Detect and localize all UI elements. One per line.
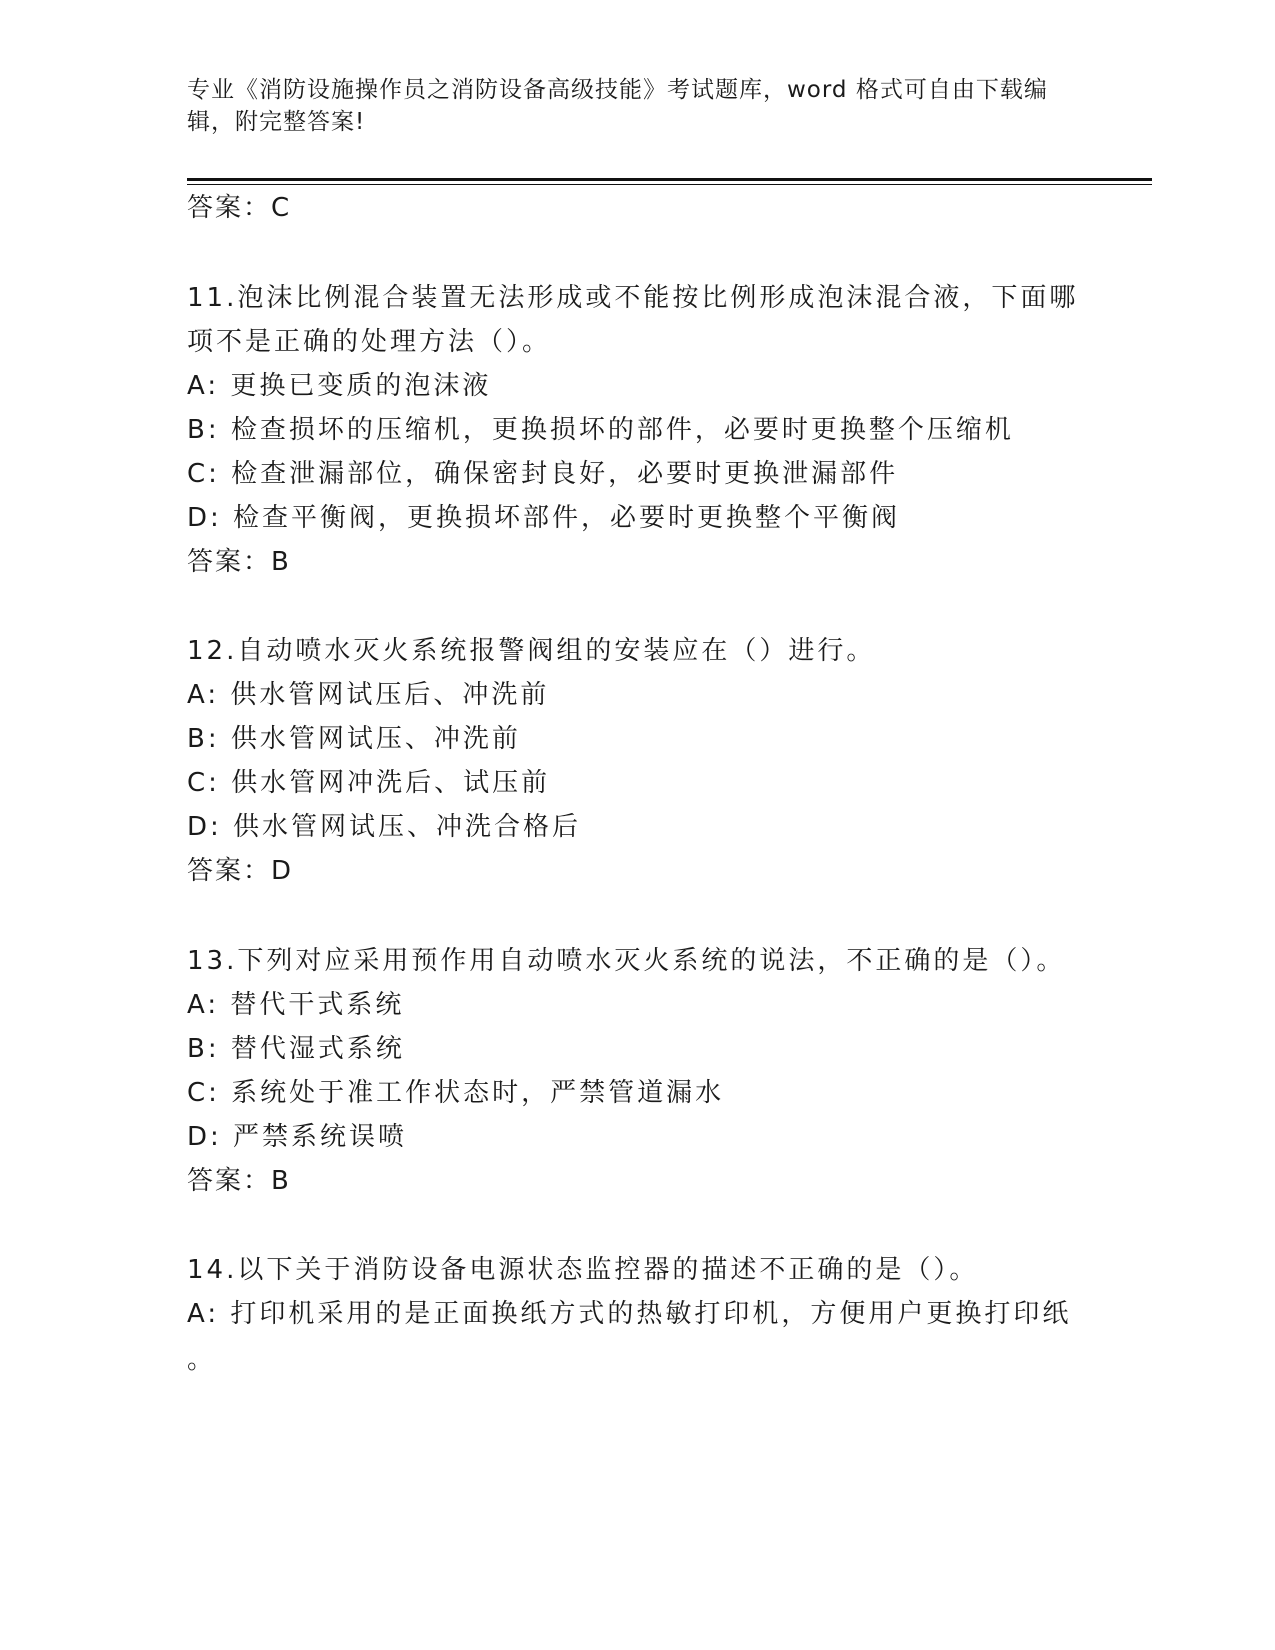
answer-label: 答案： [187,856,272,886]
question-option: D: 严禁系统误喷 [187,1122,408,1152]
question-option: D: 供水管网试压、冲洗合格后 [187,812,582,842]
question-option: C: 检查泄漏部位，确保密封良好，必要时更换泄漏部件 [187,459,899,489]
answer-label: 答案： [187,547,272,577]
question-stem: 14.以下关于消防设备电源状态监控器的描述不正确的是（）。 [187,1255,979,1285]
question-option: D: 检查平衡阀，更换损坏部件，必要时更换整个平衡阀 [187,503,901,533]
header-line-2: 辑，附完整答案! [187,109,366,135]
answer-label: 答案： [187,193,272,223]
answer-value: D [271,856,293,886]
answer-value: B [271,547,290,577]
answer-value: C [271,193,291,223]
question-option: B: 检查损坏的压缩机，更换损坏的部件，必要时更换整个压缩机 [187,415,1014,445]
question-option: B: 替代湿式系统 [187,1034,405,1064]
question-option: A: 供水管网试压后、冲洗前 [187,680,550,710]
question-stem: 12.自动喷水灭火系统报警阀组的安装应在（）进行。 [187,636,876,666]
question-option: C: 供水管网冲洗后、试压前 [187,768,551,798]
header-line-1: 专业《消防设施操作员之消防设备高级技能》考试题库，word 格式可自由下载编 [187,77,1048,103]
question-option: B: 供水管网试压、冲洗前 [187,724,521,754]
answer-value: B [271,1166,290,1196]
answer-line [187,545,290,579]
question-option: A: 更换已变质的泡沫液 [187,371,492,401]
answer-line [187,854,292,888]
header-rule-thick [187,178,1152,181]
answer-line [187,191,290,225]
question-stem: 13.下列对应采用预作用自动喷水灭火系统的说法，不正确的是（）。 [187,946,1066,976]
answer-line [187,1164,290,1198]
question-option: C: 系统处于准工作状态时，严禁管道漏水 [187,1078,725,1108]
document-header [187,74,1067,138]
question-option: A: 打印机采用的是正面换纸方式的热敏打印机，方便用户更换打印纸 [187,1299,1072,1329]
question-option: A: 替代干式系统 [187,990,405,1020]
header-rule-thin [187,184,1152,185]
answer-label: 答案： [187,1166,272,1196]
question-option-continued: 。 [187,1345,217,1375]
question-stem: 11.泡沫比例混合装置无法形成或不能按比例形成泡沫混合液，下面哪 [187,283,1079,313]
question-stem-continued: 项不是正确的处理方法（）。 [187,327,552,357]
